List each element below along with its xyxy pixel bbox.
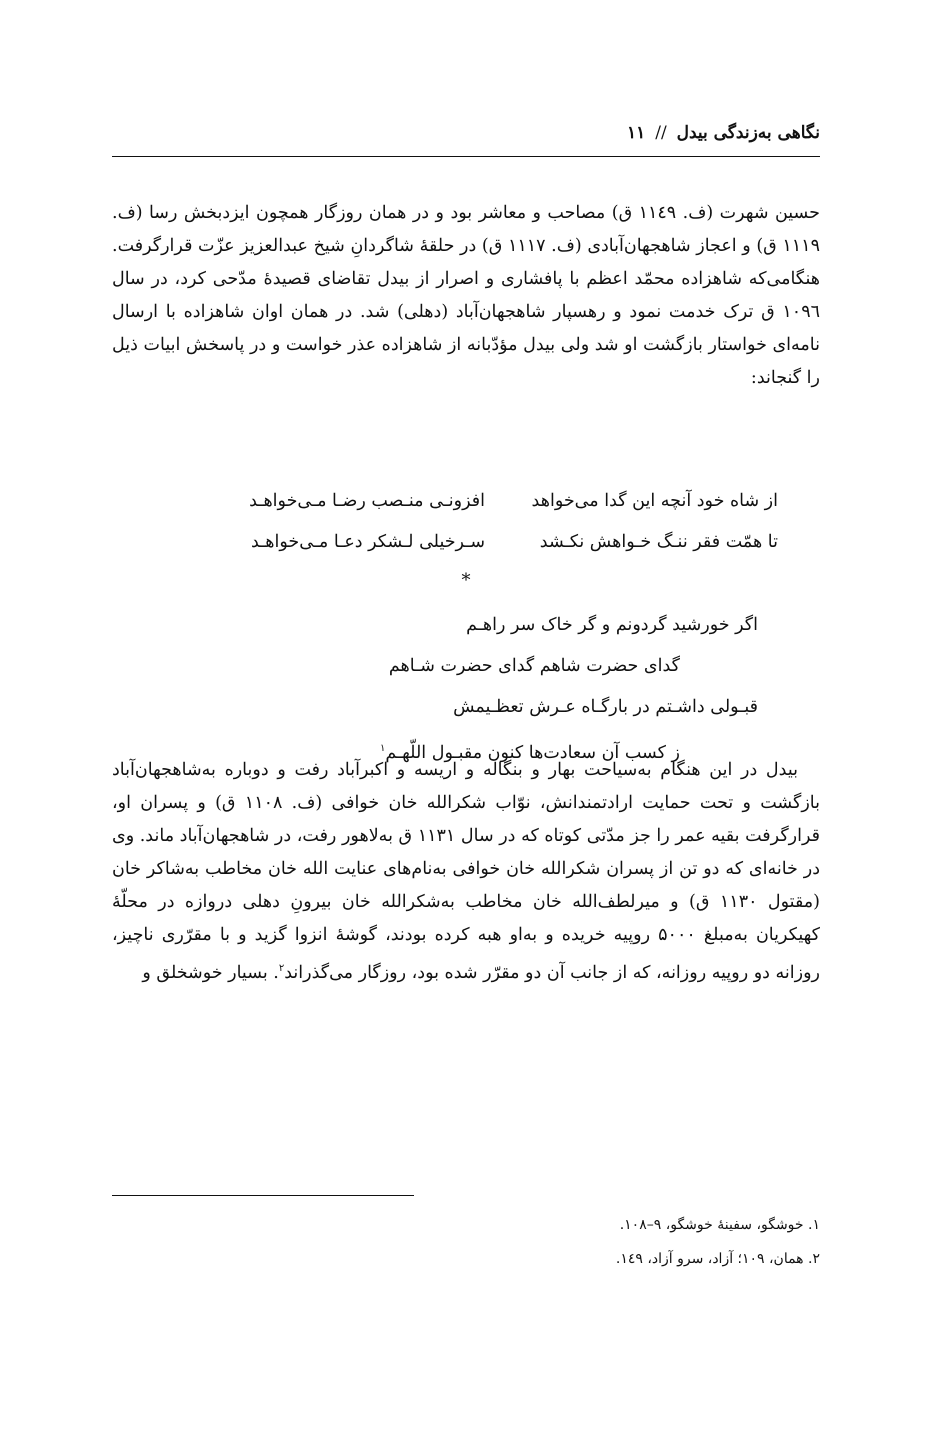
paragraph-2 (112, 754, 820, 990)
poem-line-text: ز کسب آن سعادت‌ها کنون مقبـول اللّهـم (385, 742, 680, 763)
header-separator: // (655, 123, 667, 143)
footnote-ref-1[interactable]: ۱ (379, 743, 386, 754)
hemistich-first: تا همّت فقر ننـگ خـواهش نکـشد (539, 532, 778, 552)
page-number: ۱۱ (627, 123, 646, 143)
footnote-1: ۱. خوشگو، سفینهٔ خوشگو، ۹–۱۰۸. (619, 1217, 820, 1233)
paragraph-2-tail: . بسیار خوشخلق و (142, 962, 279, 983)
section-divider-star: * (461, 570, 471, 591)
running-header (112, 118, 820, 157)
footnote-2: ۲. همان، ۱۰۹؛ آزاد، سرو آزاد، ۱٤۹. (615, 1251, 820, 1267)
hemistich-first: از شاه خود آنچه این گدا می‌خواهد (531, 491, 778, 511)
hemistich-second: سـرخیلی لـشکر دعـا مـی‌خواهـد (250, 532, 485, 552)
footnote-divider (112, 1195, 414, 1196)
paragraph-1 (112, 197, 820, 395)
footnote-ref-2[interactable]: ۲ (278, 963, 285, 974)
poem-line: گدای حضرت شاهم گدای حضرت شـاهم (388, 656, 680, 676)
hemistich-second: افزونـی منـصب رضـا مـی‌خواهـد (249, 491, 485, 511)
header-title: نگاهی به‌زندگی بیدل (676, 123, 820, 143)
poem-line: قبـولی داشـتم در بارگـاه عـرش تعظـیمش (453, 697, 758, 717)
poem-line: اگر خورشید گردونم و گر خاک سر راهـم (466, 615, 758, 635)
paragraph-2-body: بیدل در این هنگام به‌سیاحت بهار و بنگاله و اریسه و اکبرآباد رفت و دوباره به‌شاهجهان‌آباد بازگشت و تحت حمایت ارادتمندانش، نوّاب شکرالله خان خوافی (ف. ۱۱۰۸ ق) و پسران او، قرارگرفت بقیه عمر را جز مدّتی کوتاه که در سال ۱۱۳۱ ق به‌لاهور رفت، در شاهجهان‌آباد ماند. وی در خانه‌ای که دو تن از پسران شکرالله خان خوافی به‌نام‌های عنایت الله خان مخاطب به‌شاکر خان (مقتول ۱۱۳۰ ق) و میرلطف‌الله خان مخاطب به‌شکرالله خان بیرونِ دهلی دروازه در محلّهٔ کهیکریان به‌مبلغ ۵۰۰۰ روپیه خریده و به‌او هبه کرده بودند، گوشهٔ انزوا گزید و با مقرّری ناچیز، روزانه دو روپیه روزانه، که از جانب آن دو مقرّر شده بود، روزگار می‌گذراند (112, 760, 821, 983)
book-page (112, 0, 820, 1454)
paragraph-2-text (112, 754, 820, 990)
paragraph-1-text: حسین شهرت (ف. ۱۱٤۹ ق) مصاحب و معاشر بود و در همان روزگار همچون ایزدبخش رسا (ف. ۱۱۱۹ ق) و اعجاز شاهجهان‌آبادی (ف. ۱۱۱۷ ق) در حلقهٔ شاگردانِ شیخ عبدالعزیز عزّت قرارگرفت. هنگامی‌که شاهزاده محمّد اعظم با پافشاری و اصرار از بیدل تقاضای قصیدهٔ مدّحی کرد، در سال ۱۰۹٦ ق ترک خدمت نمود و رهسپار شاهجهان‌آباد (دهلی) شد. در همان اوان شاهزاده با ارسال نامه‌ای خواستار بازگشت او شد ولی بیدل مؤدّبانه از شاهزاده عذر خواست و در پاسخش ابیات ذیل را گنجاند: (112, 203, 820, 388)
